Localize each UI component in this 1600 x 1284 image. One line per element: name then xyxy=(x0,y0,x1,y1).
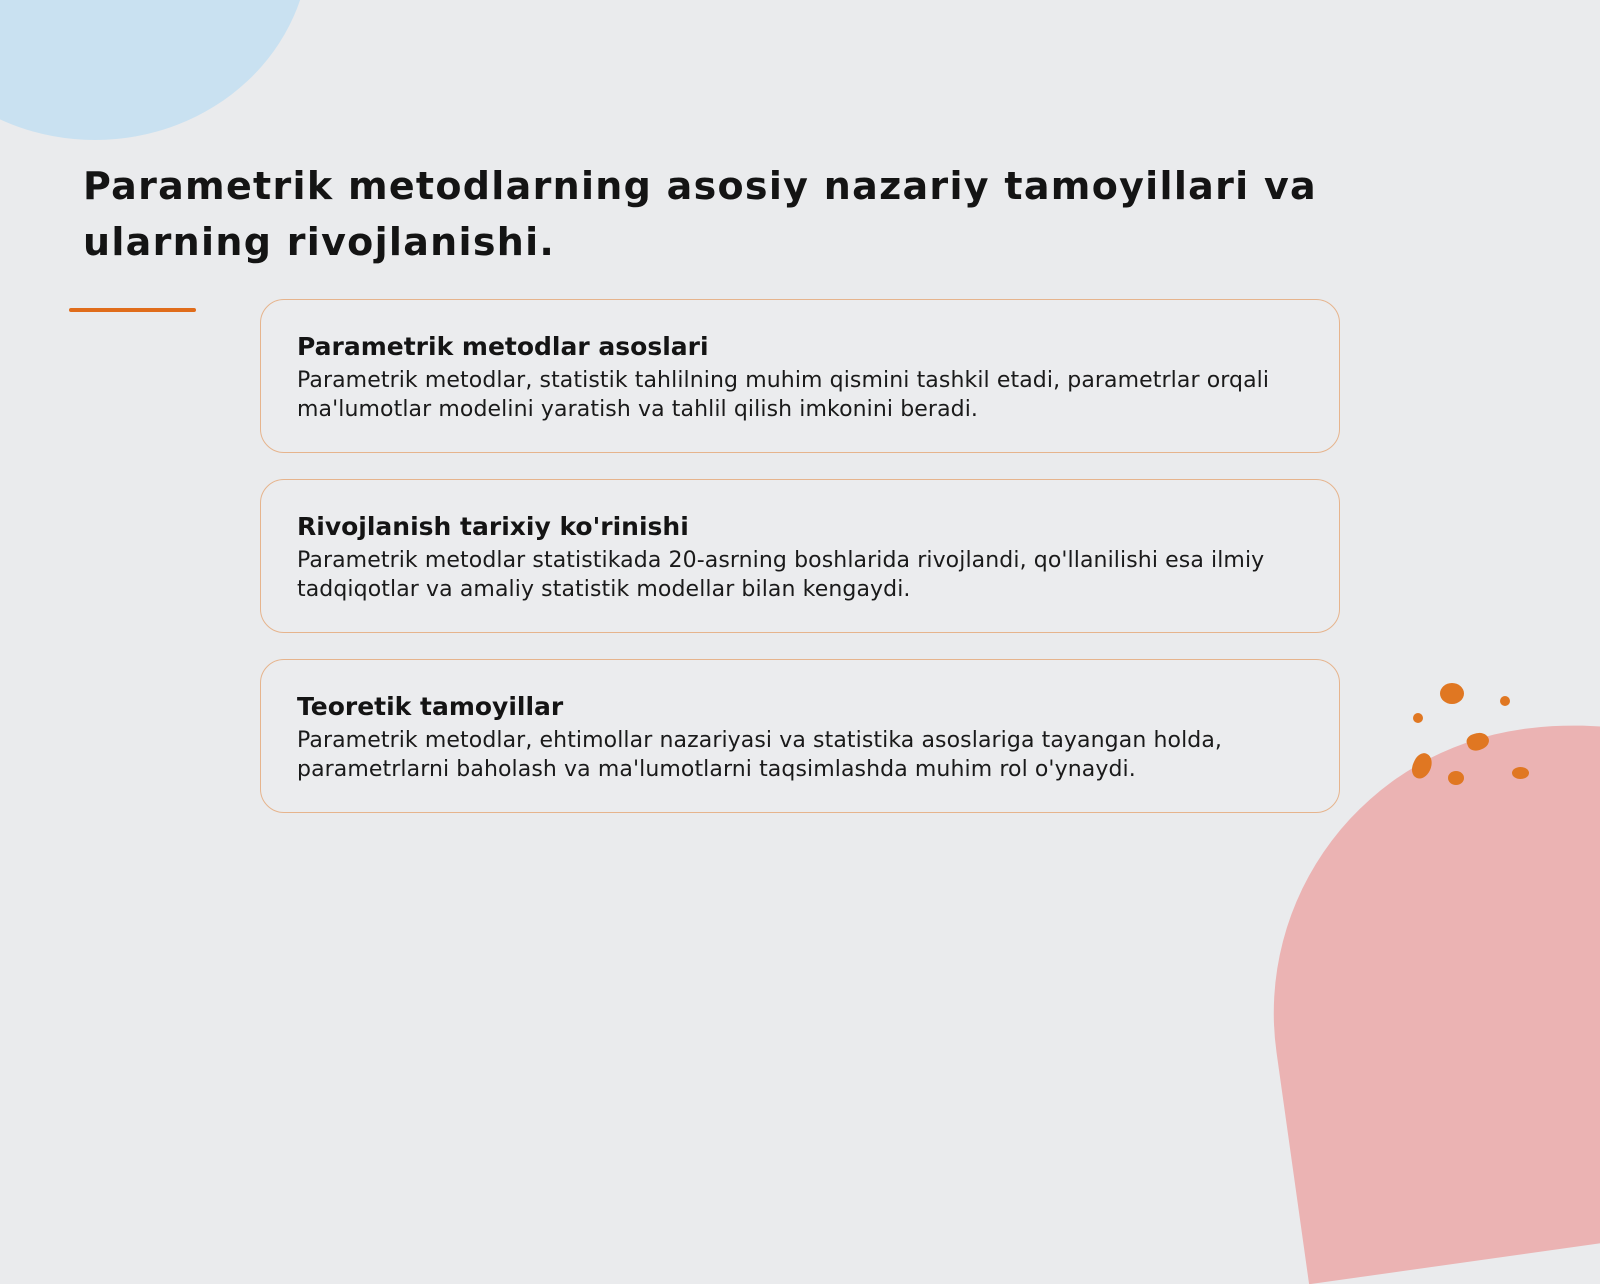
card-heading: Rivojlanish tarixiy ko'rinishi xyxy=(297,512,689,541)
card-teoretik-tamoyillar xyxy=(260,659,1340,813)
background-blob-blue xyxy=(0,0,310,140)
title-accent-line xyxy=(69,308,196,312)
card-body: Parametrik metodlar, statistik tahlilning muhim qismini tashkil etadi, parametrlar orqali ma'lumotlar modelini yaratish va tahlil qilish imkonini beradi. xyxy=(297,368,1270,422)
card-parametrik-metodlar-asoslari xyxy=(260,299,1340,453)
card-rivojlanish-tarixiy-korinishi xyxy=(260,479,1340,633)
decorative-dot xyxy=(1413,713,1423,723)
card-heading: Parametrik metodlar asoslari xyxy=(297,332,709,361)
decorative-dot xyxy=(1440,683,1464,704)
decorative-dot xyxy=(1512,767,1529,779)
decorative-dot xyxy=(1500,696,1510,706)
card-body: Parametrik metodlar, ehtimollar nazariyasi va statistika asoslariga tayangan holda, parametrlarni baholash va ma'lumotlarni taqsimlashda muhim rol o'ynaydi. xyxy=(297,728,1223,782)
card-body: Parametrik metodlar statistikada 20-asrning boshlarida rivojlandi, qo'llanilishi esa ilmiy tadqiqotlar va amaliy statistik modellar bilan kengaydi. xyxy=(297,548,1265,602)
slide-title: Parametrik metodlarning asosiy nazariy tamoyillari va ularning rivojlanishi. xyxy=(83,164,1318,264)
decorative-dot xyxy=(1448,771,1464,785)
card-heading: Teoretik tamoyillar xyxy=(297,692,564,721)
